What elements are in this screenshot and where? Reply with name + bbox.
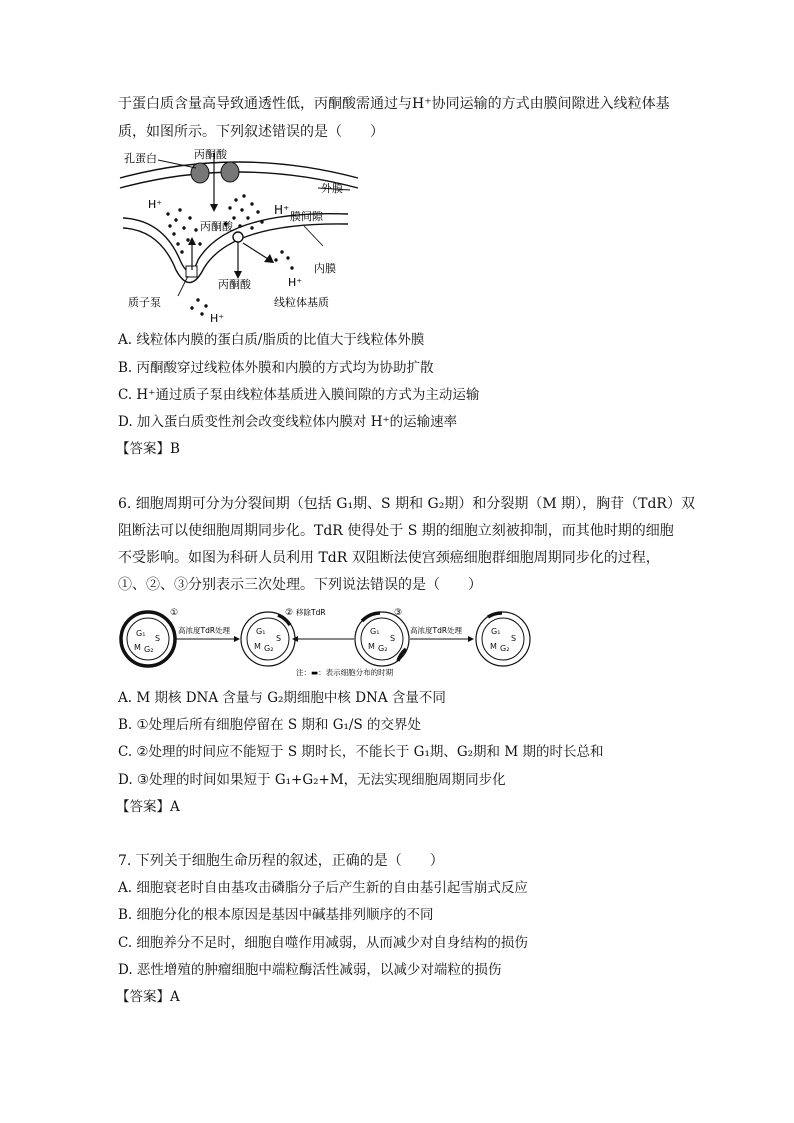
q5-answer: 【答案】B [116, 441, 180, 457]
svg-text:G₁: G₁ [136, 629, 146, 638]
q6-option-c: C. ②处理的时间应不能短于 S 期时长，不能长于 G₁期、G₂期和 M 期的时长总和 [118, 744, 604, 760]
q5-option-b: B. 丙酮酸穿过线粒体外膜和内膜的方式均为协助扩散 [118, 360, 434, 376]
svg-text:S: S [511, 634, 517, 643]
q6-stem-line-1: 6. 细胞周期可分为分裂间期（包括 G₁期、S 期和 G₂期）和分裂期（M 期），胸苷（TdR）双 [118, 496, 695, 512]
step-3-marker: ③ [394, 608, 403, 618]
step-3-label: 高浓度TdR处理 [410, 626, 463, 635]
inner-membrane-label: 内膜 [314, 262, 336, 275]
proton-pump-label: 质子泵 [128, 296, 161, 309]
porin-label: 孔蛋白 [124, 152, 157, 165]
svg-text:G₁: G₁ [370, 627, 380, 636]
svg-text:M: M [490, 642, 497, 651]
q6-option-b: B. ①处理后所有细胞停留在 S 期和 G₁/S 的交界处 [118, 717, 422, 733]
pyruvate-top-label: 丙酮酸 [194, 148, 227, 161]
step-2-marker: ② [285, 608, 294, 618]
q5-option-a: A. 线粒体内膜的蛋白质/脂质的比值大于线粒体外膜 [118, 332, 425, 348]
svg-text:G₂: G₂ [378, 644, 388, 653]
h-ion-left-label: H⁺ [148, 198, 163, 211]
q7-option-c: C. 细胞养分不足时，细胞自噬作用减弱，从而减少对自身结构的损伤 [118, 935, 528, 951]
svg-text:M: M [368, 642, 375, 651]
cell-cycle-circle-3 [355, 612, 409, 666]
outer-membrane-label: 外膜 [321, 182, 343, 195]
svg-text:G₂: G₂ [144, 645, 154, 654]
h-ion-bottom-label: H⁺ [210, 312, 225, 325]
h-ion-inner-label: H⁺ [288, 276, 303, 289]
q6-stem-line-4: ①、②、③分别表示三次处理。下列说法错误的是（ ） [118, 577, 482, 593]
cell-cycle-tdr-figure [118, 603, 538, 683]
svg-text:M: M [254, 642, 261, 651]
h-ion-right-label: H⁺ [274, 203, 290, 217]
q7-option-d: D. 恶性增殖的肿瘤细胞中端粒酶活性减弱，以减少对端粒的损伤 [118, 962, 502, 978]
svg-text:G₁: G₁ [491, 627, 501, 636]
figure-note: 注：▬：表示细胞分布的时期 [296, 668, 394, 677]
q5-option-c: C. H⁺通过质子泵由线粒体基质进入膜间隙的方式为主动运输 [118, 387, 480, 403]
svg-text:G₂: G₂ [264, 644, 274, 653]
q7-answer: 【答案】A [116, 989, 180, 1005]
cell-cycle-circle-4 [476, 612, 530, 666]
matrix-label: 线粒体基质 [274, 296, 329, 309]
q6-answer: 【答案】A [116, 799, 180, 815]
svg-text:G₁: G₁ [256, 627, 266, 636]
q6-stem-line-2: 阻断法可以使细胞周期同步化。TdR 使得处于 S 期的细胞立刻被抑制，而其他时期的细胞 [118, 523, 674, 539]
intermembrane-space-label: 膜间隙 [290, 210, 323, 223]
step-1-label: 高浓度TdR处理 [178, 626, 231, 635]
step-2-label: 移除TdR [296, 608, 326, 617]
cell-cycle-circle-2 [241, 612, 295, 666]
q5-stem-line-1: 于蛋白质含量高导致通透性低，丙酮酸需通过与H⁺协同运输的方式由膜间隙进入线粒体基 [118, 96, 670, 112]
svg-text:S: S [155, 634, 161, 643]
q6-option-a: A. M 期核 DNA 含量与 G₂期细胞中核 DNA 含量不同 [118, 690, 446, 706]
q6-option-d: D. ③处理的时间如果短于 G₁+G₂+M，无法实现细胞周期同步化 [118, 772, 506, 788]
pyruvate-low-label: 丙酮酸 [218, 278, 251, 291]
q7-option-b: B. 细胞分化的根本原因是基因中碱基排列顺序的不同 [118, 907, 434, 923]
svg-text:G₂: G₂ [500, 644, 510, 653]
q7-stem: 7. 下列关于细胞生命历程的叙述，正确的是（ ） [118, 853, 444, 869]
svg-text:S: S [276, 634, 282, 643]
q7-option-a: A. 细胞衰老时自由基攻击磷脂分子后产生新的自由基引起雪崩式反应 [118, 880, 528, 896]
q6-stem-line-3: 不受影响。如图为科研人员利用 TdR 双阻断法使宫颈癌细胞群细胞周期同步化的过程， [118, 550, 660, 566]
step-1-marker: ① [170, 608, 179, 618]
cell-cycle-circle-1 [121, 612, 175, 666]
mitochondria-membrane-figure [118, 148, 368, 328]
svg-text:M: M [134, 643, 141, 652]
pyruvate-mid-label: 丙酮酸 [200, 220, 233, 233]
q5-option-d: D. 加入蛋白质变性剂会改变线粒体内膜对 H⁺的运输速率 [118, 414, 458, 430]
svg-text:S: S [390, 634, 396, 643]
q5-stem-line-2: 质，如图所示。下列叙述错误的是（ ） [118, 124, 384, 140]
